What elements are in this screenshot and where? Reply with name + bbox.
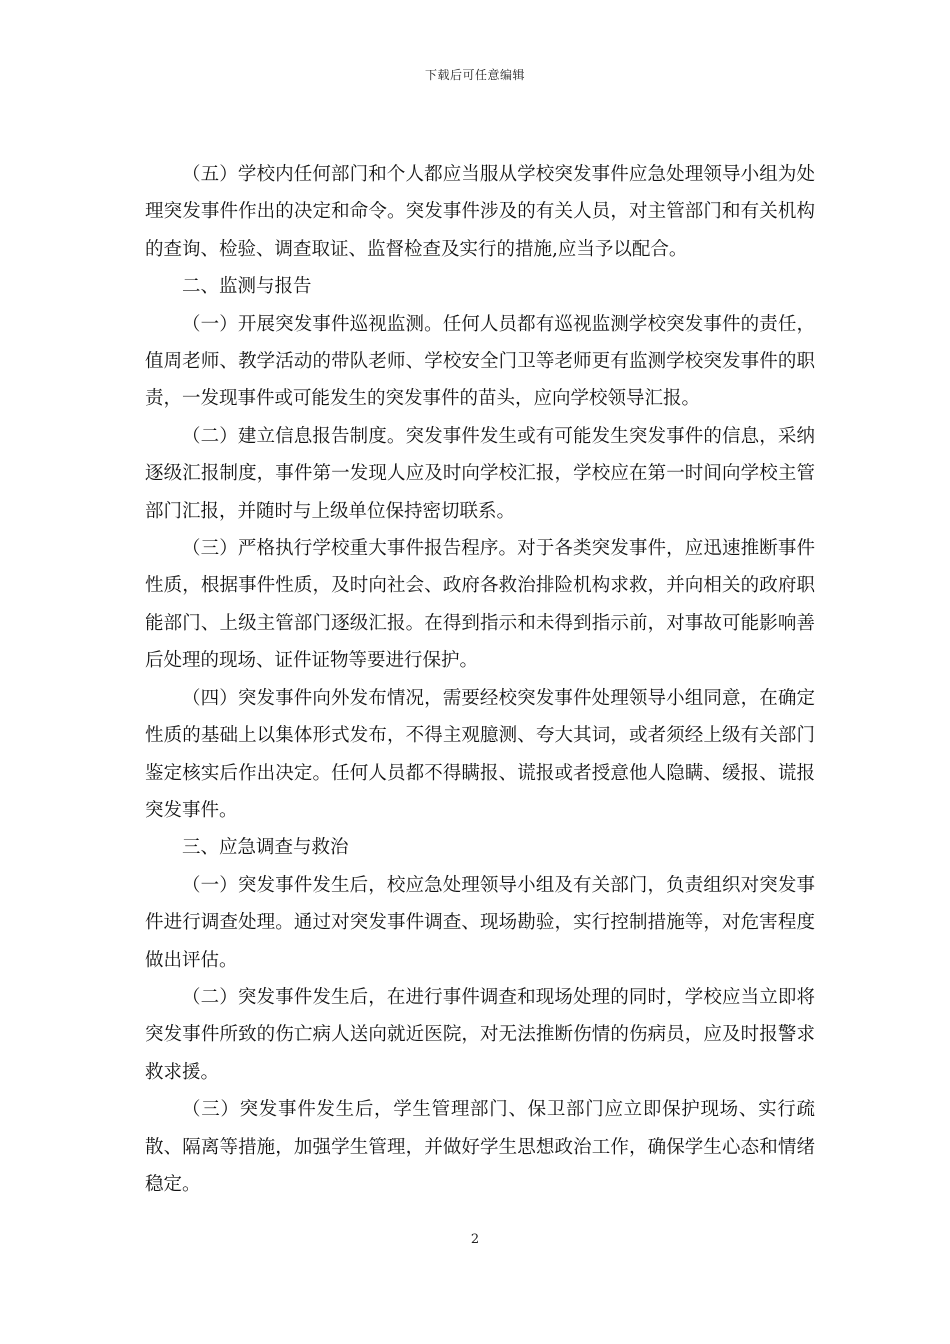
paragraph-5-obey-decisions: （五）学校内任何部门和个人都应当服从学校突发事件应急处理领导小组为处理突发事件作出的决定和命令。突发事件涉及的有关人员，对主管部门和有关机构的查询、检验、调查取证、监督检查及实行的措施,应当予以配合。 (145, 164, 815, 260)
paragraph-1-patrol-monitoring: （一）开展突发事件巡视监测。任何人员都有巡视监测学校突发事件的责任，值周老师、教学活动的带队老师、学校安全门卫等老师更有监测学校突发事件的职责，一发现事件或可能发生的突发事件的苗头，应向学校领导汇报。 (145, 313, 815, 410)
page-number: 2 (470, 1232, 480, 1247)
paragraph-3-report-procedure: （三）严格执行学校重大事件报告程序。对于各类突发事件，应迅速推断事件性质，根据事件性质，及时向社会、政府各救治排险机构求救，并向相关的政府职能部门、上级主管部门逐级汇报。在得到指示和未得到指示前，对事故可能影响善后处理的现场、证件证物等要进行保护。 (145, 538, 815, 672)
section-heading-investigation: 三、应急调查与救治 (182, 837, 349, 859)
paragraph-3-evacuation: （三）突发事件发生后，学生管理部门、保卫部门应立即保护现场、实行疏散、隔离等措施，加强学生管理，并做好学生思想政治工作，确保学生心态和情绪稳定。 (145, 1099, 815, 1195)
section-heading-monitoring: 二、监测与报告 (182, 276, 312, 298)
document-body (145, 156, 815, 1203)
paragraph-2-reporting-system: （二）建立信息报告制度。突发事件发生或有可能发生突发事件的信息，采纳逐级汇报制度，事件第一发现人应及时向学校汇报，学校应在第一时间向学校主管部门汇报，并随时与上级单位保持密切联系。 (145, 425, 815, 522)
paragraph-1-investigation: （一）突发事件发生后，校应急处理领导小组及有关部门，负责组织对突发事件进行调查处理。通过对突发事件调查、现场勘验，实行控制措施等，对危害程度做出评估。 (145, 874, 815, 971)
paragraph-4-information-release: （四）突发事件向外发布情况，需要经校突发事件处理领导小组同意，在确定性质的基础上以集体形式发布，不得主观臆测、夸大其词，或者须经上级有关部门鉴定核实后作出决定。任何人员都不得瞒报、谎报或者授意他人隐瞒、缓报、谎报突发事件。 (145, 687, 815, 821)
paragraph-2-rescue: （二）突发事件发生后，在进行事件调查和现场处理的同时，学校应当立即将突发事件所致的伤亡病人送向就近医院，对无法推断伤情的伤病员，应及时报警求救求援。 (145, 986, 815, 1083)
page-header: 下载后可任意编辑 (424, 68, 525, 82)
